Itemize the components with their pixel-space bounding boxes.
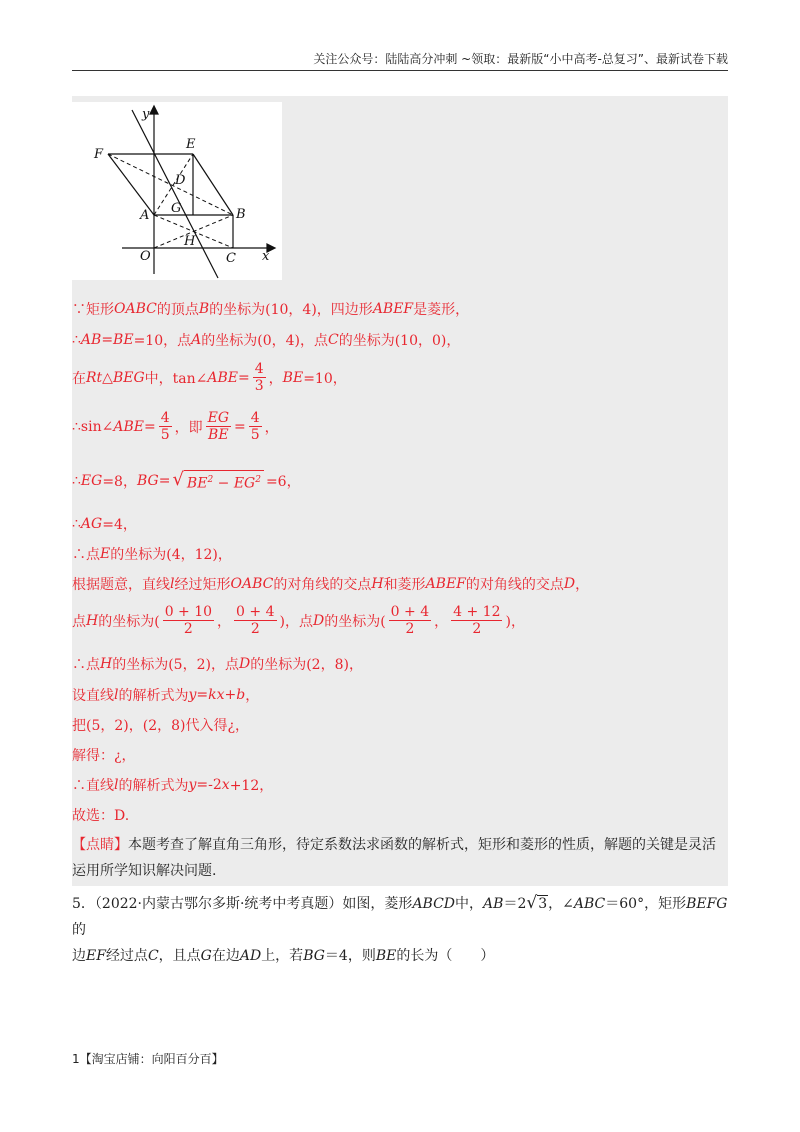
- label-b: B: [236, 207, 246, 222]
- solution-line-13: 解得：¿，: [72, 748, 136, 764]
- segment-fa: [108, 154, 154, 215]
- solution-line-15: 故选：D.: [72, 808, 130, 824]
- fraction-4-5-a: $\frac{4}{5}$: [160, 410, 170, 443]
- geometry-figure: [72, 102, 282, 280]
- segment-eb: [193, 154, 233, 215]
- solution-line-7: ∴点 E 的坐标为(4，12)，: [72, 546, 232, 563]
- solution-line-6: ∴ AG =4，: [72, 516, 137, 533]
- sqrt-expression: √ $BE^2 - EG^2$: [172, 470, 264, 493]
- fraction-4-3: $\frac{4}{3}$: [254, 361, 264, 394]
- figure-svg: [72, 102, 282, 280]
- problem-5-line-1: 5．（2022·内蒙古鄂尔多斯·统考中考真题）如图，菱形ABCD中，AB＝2√3，∠ABC＝60°，矩形BEFG的: [72, 893, 728, 938]
- solution-line-8: 根据题意，直线 l 经过矩形 OABC 的对角线的交点 H 和菱形 ABEF 的对角线的交点 D ，: [72, 576, 590, 593]
- fraction-h-x: $\frac{0 + 10}{2}$: [164, 604, 213, 637]
- review-text: 本题考查了解直角三角形，待定系数法求函数的解析式，矩形和菱形的性质，解题的关键是灵活运用所学知识解决问题.: [72, 837, 716, 879]
- solution-line-1: ∵矩形 OABC 的顶点 B 的坐标为(10，4)，四边形 ABEF 是菱形，: [72, 301, 470, 318]
- label-x: x: [262, 249, 270, 264]
- label-c: C: [226, 251, 236, 266]
- solution-line-10: ∴点 H 的坐标为(5，2)，点 D 的坐标为(2，8)，: [72, 656, 363, 673]
- label-e: E: [186, 137, 196, 152]
- solution-line-14: ∴直线 l 的解析式为 y =-2 x +12，: [72, 777, 274, 794]
- solution-line-4: ∴sin∠ ABE = $\frac{4}{5}$ ，即 $\frac{EG}{BE}$ = $\frac{4}{5}$ ，: [72, 410, 279, 443]
- solution-line-12: 把(5，2)，(2，8)代入得¿，: [72, 718, 249, 734]
- fraction-d-x: $\frac{0 + 4}{2}$: [390, 604, 430, 637]
- label-h: H: [184, 234, 196, 249]
- fraction-d-y: $\frac{4 + 12}{2}$: [453, 604, 501, 637]
- label-f: F: [94, 147, 104, 162]
- label-y: y: [142, 107, 150, 122]
- problem-5-line-2: 边EF经过点C，且点G在边AD上，若BG＝4，则BE的长为（ ）: [72, 948, 495, 964]
- review-tag: 【点睛】: [72, 837, 128, 853]
- label-g: G: [171, 201, 182, 216]
- fraction-h-y: $\frac{0 + 4}{2}$: [236, 604, 275, 637]
- fraction-4-5-b: $\frac{4}{5}$: [250, 410, 260, 443]
- y-axis-arrow: [150, 106, 158, 114]
- problem-5: [72, 890, 728, 969]
- solution-line-11: 设直线 l 的解析式为 y=kx+b ，: [72, 687, 260, 704]
- page-footer: 1【淘宝店铺：向阳百分百】: [72, 1052, 224, 1066]
- label-a: A: [140, 208, 150, 223]
- review-note: [72, 832, 728, 884]
- label-o: O: [140, 249, 151, 264]
- header-rule: [72, 70, 728, 71]
- fraction-eg-be: $\frac{EG}{BE}$: [207, 410, 230, 443]
- solution-line-2: ∴ AB=BE =10，点 A 的坐标为(0，4)，点 C 的坐标为(10，0)，: [72, 332, 461, 349]
- solution-line-3: 在 Rt △ BEG 中，tan∠ ABE = $\frac{4}{3}$ ， BE =10，: [72, 361, 347, 394]
- label-d: D: [175, 173, 186, 188]
- page-header: 关注公众号：陆陆高分冲刺 ~领取：最新版“小中高考-总复习”、最新试卷下载: [313, 52, 728, 66]
- solution-line-9: 点 H 的坐标为( $\frac{0 + 10}{2}$ ， $\frac{0 + 4}{2}$ )，点 D 的坐标为( $\frac{0 + 4}{2}$ ， $\frac{4 + 12}{2}$ )，: [72, 604, 525, 637]
- solution-line-5: ∴ EG =8， BG = √ $BE^2 - EG^2$ =6，: [72, 469, 301, 492]
